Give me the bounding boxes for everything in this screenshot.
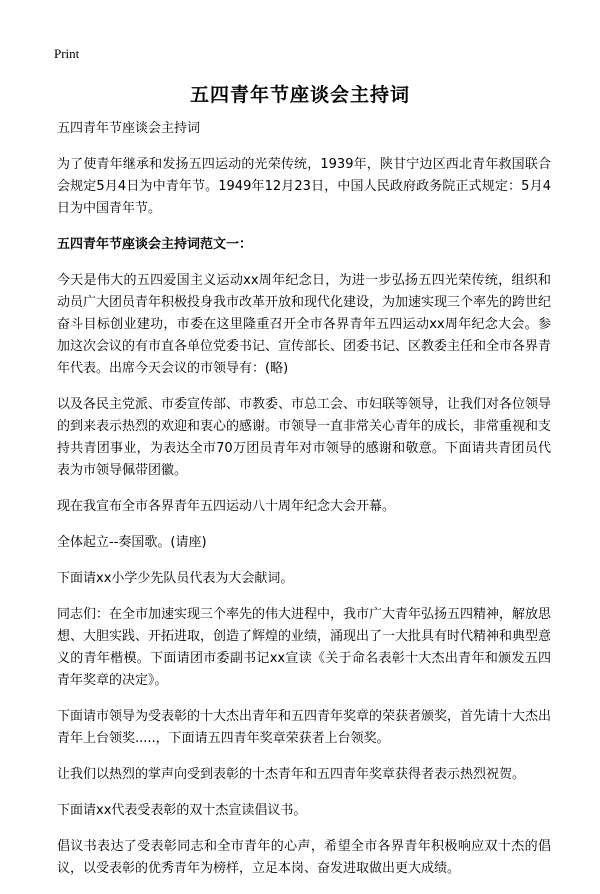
document-subtitle: 五四青年节座谈会主持词 bbox=[57, 121, 201, 136]
paragraph: 下面请市领导为受表彰的十大杰出青年和五四青年奖章的荣获者颁奖，首先请十大杰出青年上台领奖.....，下面请五四青年奖章荣获者上台领奖。 bbox=[57, 709, 552, 746]
paragraph: 下面请xx代表受表彰的双十杰宣读倡议书。 bbox=[57, 803, 307, 818]
paragraph: 让我们以热烈的掌声向受到表彰的十杰青年和五四青年奖章获得者表示热烈祝贺。 bbox=[57, 767, 526, 782]
paragraph: 现在我宣布全市各界青年五四运动八十周年纪念大会开幕。 bbox=[57, 499, 396, 514]
paragraph: 倡议书表达了受表彰同志和全市青年的心声，希望全市各界青年积极响应双十杰的倡议，以受表彰的优秀青年为榜样，立足本岗、奋发进取做出更大成绩。 bbox=[57, 839, 551, 876]
paragraph: 下面请xx小学少先队员代表为大会献词。 bbox=[57, 571, 294, 586]
paragraph: 全体起立--奏国歌。(请座) bbox=[57, 535, 207, 550]
print-link[interactable]: Print bbox=[54, 46, 80, 61]
paragraph: 同志们：在全市加速实现三个率先的伟大进程中，我市广大青年弘扬五四精神，解放思想、大胆实践、开拓进取，创造了辉煌的业绩，涌现出了一大批具有时代精神和典型意义的青年楷模。下面请团市委副书记xx宣读《关于命名表彰十大杰出青年和颁发五四青年奖章的决定》。 bbox=[57, 607, 552, 688]
intro-paragraph: 为了使青年继承和发扬五四运动的光荣传统，1939年，陕甘宁边区西北青年救国联合会规定5月4日为中青年节。1949年12月23日，中国人民政府政务院正式规定：5月4日为中国青年节。 bbox=[57, 157, 551, 216]
paragraph: 以及各民主党派、市委宣传部、市教委、市总工会、市妇联等领导，让我们对各位领导的到来表示热烈的欢迎和衷心的感谢。市领导一直非常关心青年的成长，非常重视和支持共青团事业，为表达全市70万团员青年对市领导的感谢和敬意。下面请共青团员代表为市领导佩带团徽。 bbox=[57, 397, 552, 478]
paragraph: 今天是伟大的五四爱国主义运动xx周年纪念日，为进一步弘扬五四光荣传统，组织和动员广大团员青年积极投身我市改革开放和现代化建设，为加速实现三个率先的跨世纪奋斗目标创业建功，市委在这里隆重召开全市各界青年五四运动xx周年纪念大会。参加这次会议的有市直各单位党委书记、宣传部长、团委书记、区教委主任和全市各界青年代表。出席今天会议的市领导有：(略) bbox=[57, 273, 552, 376]
page-title: 五四青年节座谈会主持词 bbox=[189, 84, 410, 106]
document-body bbox=[57, 118, 551, 894]
section-heading: 五四青年节座谈会主持词范文一： bbox=[57, 237, 253, 252]
